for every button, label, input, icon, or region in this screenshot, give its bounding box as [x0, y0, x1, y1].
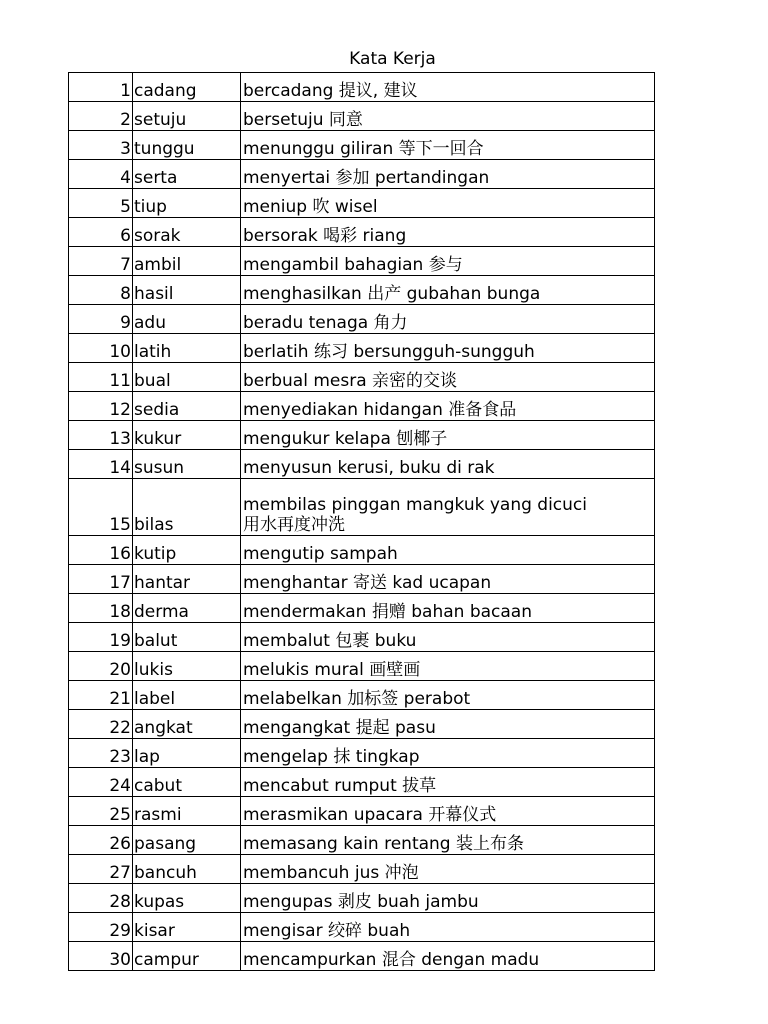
verb-phrase: menghasilkan 出产 gubahan bunga [241, 276, 655, 305]
verb-phrase: berlatih 练习 bersungguh-sungguh [241, 334, 655, 363]
root-word: balut [133, 623, 241, 652]
row-number: 21 [69, 681, 133, 710]
table-row [69, 189, 655, 218]
root-word: bual [133, 363, 241, 392]
root-word: cabut [133, 768, 241, 797]
table-row [69, 797, 655, 826]
verb-phrase: menyertai 参加 pertandingan [241, 160, 655, 189]
table-row [69, 623, 655, 652]
row-number: 22 [69, 710, 133, 739]
root-word: sedia [133, 392, 241, 421]
row-number: 23 [69, 739, 133, 768]
verb-phrase: mengambil bahagian 参与 [241, 247, 655, 276]
row-number: 8 [69, 276, 133, 305]
row-number: 18 [69, 594, 133, 623]
root-word: lap [133, 739, 241, 768]
verb-phrase: mengisar 绞碎 buah [241, 913, 655, 942]
root-word: adu [133, 305, 241, 334]
verb-phrase: mengukur kelapa 刨椰子 [241, 421, 655, 450]
table-row [69, 479, 655, 536]
table-row [69, 392, 655, 421]
root-word: serta [133, 160, 241, 189]
table-row [69, 855, 655, 884]
row-number: 7 [69, 247, 133, 276]
row-number: 17 [69, 565, 133, 594]
table-row [69, 247, 655, 276]
verb-phrase: meniup 吹 wisel [241, 189, 655, 218]
root-word: derma [133, 594, 241, 623]
verb-phrase: mengangkat 提起 pasu [241, 710, 655, 739]
root-word: label [133, 681, 241, 710]
table-row [69, 681, 655, 710]
root-word: kukur [133, 421, 241, 450]
root-word: lukis [133, 652, 241, 681]
table-row [69, 363, 655, 392]
table-row [69, 421, 655, 450]
page-title: Kata Kerja [349, 49, 436, 69]
root-word: kutip [133, 536, 241, 565]
root-word: pasang [133, 826, 241, 855]
verb-phrase: mendermakan 捐赠 bahan bacaan [241, 594, 655, 623]
root-word: latih [133, 334, 241, 363]
root-word: rasmi [133, 797, 241, 826]
table-row [69, 913, 655, 942]
verb-phrase: bersetuju 同意 [241, 102, 655, 131]
row-number: 3 [69, 131, 133, 160]
table-row [69, 305, 655, 334]
verb-phrase: mengutip sampah [241, 536, 655, 565]
verb-phrase: beradu tenaga 角力 [241, 305, 655, 334]
table-row [69, 710, 655, 739]
table-row [69, 131, 655, 160]
table-row [69, 334, 655, 363]
table-row [69, 160, 655, 189]
verb-phrase: menunggu giliran 等下一回合 [241, 131, 655, 160]
row-number: 20 [69, 652, 133, 681]
table-row [69, 594, 655, 623]
row-number: 29 [69, 913, 133, 942]
root-word: campur [133, 942, 241, 971]
verb-phrase: menghantar 寄送 kad ucapan [241, 565, 655, 594]
row-number: 24 [69, 768, 133, 797]
root-word: cadang [133, 73, 241, 102]
row-number: 26 [69, 826, 133, 855]
root-word: kupas [133, 884, 241, 913]
row-number: 19 [69, 623, 133, 652]
verb-phrase-line: 用水再度冲洗 [243, 515, 345, 535]
verb-phrase: membancuh jus 冲泡 [241, 855, 655, 884]
table-row [69, 768, 655, 797]
verb-phrase: mencampurkan 混合 dengan madu [241, 942, 655, 971]
verb-phrase [241, 479, 655, 536]
row-number: 6 [69, 218, 133, 247]
root-word: tiup [133, 189, 241, 218]
root-word: tunggu [133, 131, 241, 160]
row-number: 10 [69, 334, 133, 363]
row-number: 5 [69, 189, 133, 218]
table-row [69, 102, 655, 131]
table-row [69, 652, 655, 681]
verb-phrase: berbual mesra 亲密的交谈 [241, 363, 655, 392]
root-word: setuju [133, 102, 241, 131]
table-row [69, 565, 655, 594]
row-number: 16 [69, 536, 133, 565]
verb-phrase: membalut 包裹 buku [241, 623, 655, 652]
root-word: sorak [133, 218, 241, 247]
table-row [69, 826, 655, 855]
row-number: 30 [69, 942, 133, 971]
root-word: hantar [133, 565, 241, 594]
row-number: 14 [69, 450, 133, 479]
verb-phrase: mencabut rumput 拔草 [241, 768, 655, 797]
table-row [69, 73, 655, 102]
table-row [69, 536, 655, 565]
table-row [69, 218, 655, 247]
row-number: 2 [69, 102, 133, 131]
row-number: 12 [69, 392, 133, 421]
verb-phrase: bercadang 提议, 建议 [241, 73, 655, 102]
row-number: 4 [69, 160, 133, 189]
verb-phrase: bersorak 喝彩 riang [241, 218, 655, 247]
root-word: bilas [133, 479, 241, 536]
row-number: 11 [69, 363, 133, 392]
verb-phrase: menyediakan hidangan 准备食品 [241, 392, 655, 421]
root-word: bancuh [133, 855, 241, 884]
row-number: 9 [69, 305, 133, 334]
row-number: 1 [69, 73, 133, 102]
verb-phrase: melabelkan 加标签 perabot [241, 681, 655, 710]
row-number: 15 [69, 479, 133, 536]
root-word: hasil [133, 276, 241, 305]
table-row [69, 450, 655, 479]
row-number: 13 [69, 421, 133, 450]
root-word: kisar [133, 913, 241, 942]
row-number: 25 [69, 797, 133, 826]
verb-phrase: melukis mural 画壁画 [241, 652, 655, 681]
verb-phrase: mengupas 剥皮 buah jambu [241, 884, 655, 913]
verb-table [68, 72, 655, 971]
root-word: susun [133, 450, 241, 479]
table-row [69, 739, 655, 768]
verb-phrase: menyusun kerusi, buku di rak [241, 450, 655, 479]
row-number: 27 [69, 855, 133, 884]
verb-phrase: memasang kain rentang 装上布条 [241, 826, 655, 855]
verb-phrase: mengelap 抹 tingkap [241, 739, 655, 768]
root-word: angkat [133, 710, 241, 739]
table-row [69, 884, 655, 913]
verb-phrase-line: membilas pinggan mangkuk yang dicuci [243, 495, 588, 515]
row-number: 28 [69, 884, 133, 913]
root-word: ambil [133, 247, 241, 276]
verb-phrase: merasmikan upacara 开幕仪式 [241, 797, 655, 826]
table-row [69, 276, 655, 305]
table-row [69, 942, 655, 971]
